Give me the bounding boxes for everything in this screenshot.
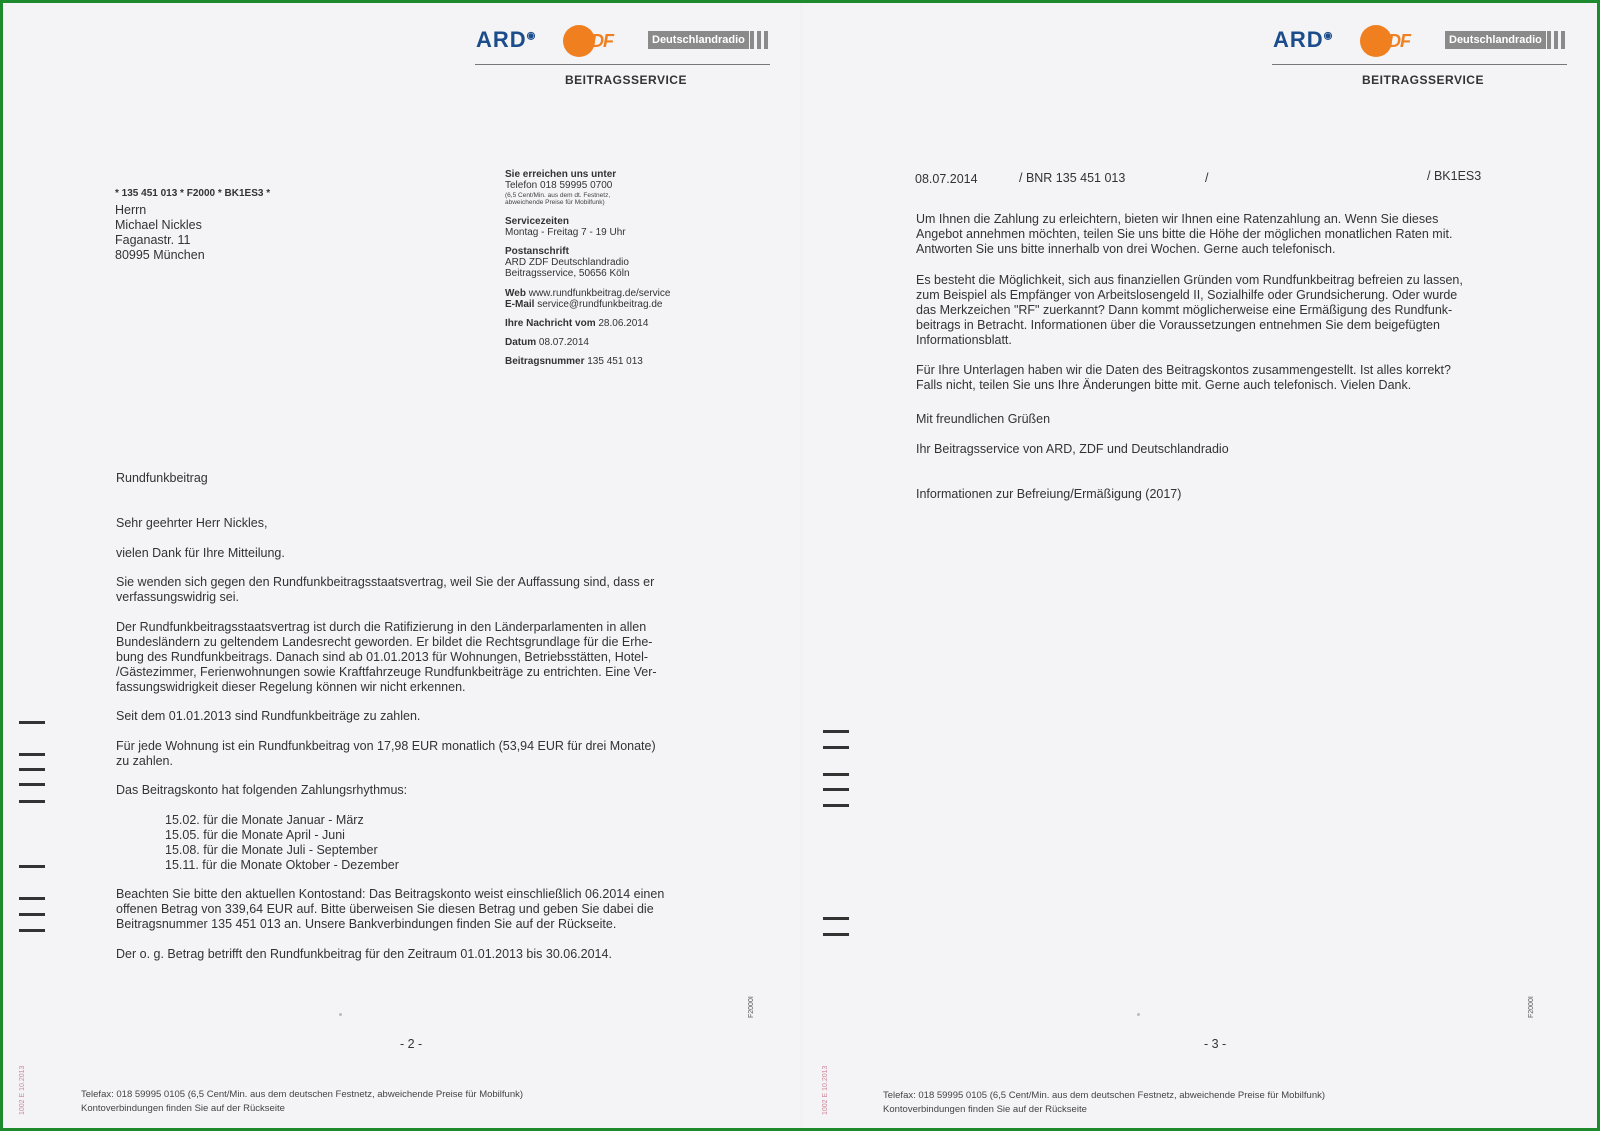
phone: Telefon 018 59995 0700 <box>505 180 613 191</box>
beitragsservice-label: BEITRAGSSERVICE <box>1362 73 1484 87</box>
web-label: Web <box>505 288 526 299</box>
paragraph-8: Der o. g. Betrag betrifft den Rundfunkbeitrag für den Zeitraum 01.01.2013 bis 30.06.2014. <box>116 947 612 961</box>
reference-separator: / <box>1205 171 1209 185</box>
paragraph-3: Der Rundfunkbeitragsstaatsvertrag ist durch die Ratifizierung in den Länderparlamenten in allen Bundesländern zu geltendem Landesrecht geworden. Er bildet die Rechtsgrundlage für die Erhe- bung des Rundfunkbeitrags. Danach sind ab 01.01.2013 für Wohnungen, Betriebsstätten, Hotel- /Gästezimmer, Ferienwohnungen sowie Kraftfahrzeuge Rundfunkbeiträge zu entrichten. Eine Ver- fassungswidrigkeit dieser Regelung können wir nicht erkennen. <box>116 620 657 694</box>
phone-note-1: (6,5 Cent/Min. aus dem dt. Festnetz, <box>505 192 611 199</box>
scan-dot <box>1137 1013 1140 1016</box>
address-city: 80995 München <box>115 248 205 262</box>
web-url: www.rundfunkbeitrag.de/service <box>528 288 671 299</box>
greeting: Sehr geehrter Herr Nickles, <box>116 516 268 530</box>
fold-mark <box>19 721 45 724</box>
zdf-logo-text: ZDF <box>581 31 613 51</box>
fold-mark <box>823 730 849 733</box>
fold-mark <box>19 783 45 786</box>
fold-mark <box>823 788 849 791</box>
fold-mark <box>823 804 849 807</box>
logo-divider <box>475 64 770 65</box>
paragraph-7: Beachten Sie bitte den aktuellen Kontostand: Das Beitragskonto weist einschließlich 06.2014 einen offenen Betrag von 339,64 EUR auf. Bitte überweisen Sie diesen Betrag und geben Sie dabei die Beitragsnummer 135 451 013 an. Unsere Bankverbindungen finden Sie auf der Rückseite. <box>116 887 665 931</box>
fold-mark <box>823 917 849 920</box>
message-date-label: Ihre Nachricht vom <box>505 318 596 329</box>
footer-bank: Kontoverbindungen finden Sie auf der Rückseite <box>883 1104 1087 1115</box>
side-form-code: 1002 E 10.2013 <box>822 1065 829 1115</box>
hours: Montag - Freitag 7 - 19 Uhr <box>505 227 626 238</box>
footer-fax: Telefax: 018 59995 0105 (6,5 Cent/Min. aus dem deutschen Festnetz, abweichende Preise für Mobilfunk) <box>81 1089 524 1100</box>
paragraph-5: Für jede Wohnung ist ein Rundfunkbeitrag von 17,98 EUR monatlich (53,94 EUR für drei Monate) zu zahlen. <box>116 739 656 768</box>
form-code: F2000I <box>1528 996 1535 1018</box>
contribution-number-label: Beitragsnummer <box>505 356 585 367</box>
subject: Rundfunkbeitrag <box>116 471 208 485</box>
header-logos <box>473 25 773 65</box>
message-date-line <box>505 318 648 329</box>
form-code: F2000I <box>748 996 755 1018</box>
paragraph-2: Sie wenden sich gegen den Rundfunkbeitragsstaatsvertrag, weil Sie der Auffassung sind, dass er verfassungswidrig sei. <box>116 575 655 604</box>
date-line <box>505 337 589 348</box>
phone-note-2: abweichende Preise für Mobilfunk) <box>505 199 605 206</box>
letter-page-2 <box>3 3 800 1128</box>
address-street: Faganastr. 11 <box>115 233 191 247</box>
fold-mark <box>823 933 849 936</box>
beitragsservice-label: BEITRAGSSERVICE <box>565 73 687 87</box>
ard-logo: ARD◉ <box>476 27 537 52</box>
fold-mark <box>19 897 45 900</box>
contribution-number-line <box>505 356 643 367</box>
schedule-item: 15.02. für die Monate Januar - März <box>165 813 364 827</box>
deutschlandradio-logo: Deutschlandradio <box>1445 31 1546 49</box>
fold-mark <box>19 768 45 771</box>
date-value: 08.07.2014 <box>538 337 589 348</box>
barcode-line: * 135 451 013 * F2000 * BK1ES3 * <box>115 188 271 199</box>
side-form-code: 1002 E 10.2013 <box>19 1065 26 1115</box>
fold-mark <box>19 800 45 803</box>
closing: Mit freundlichen Grüßen <box>916 412 1051 426</box>
letter-page-3 <box>803 3 1597 1128</box>
zdf-logo <box>563 25 613 57</box>
footer-bank: Kontoverbindungen finden Sie auf der Rückseite <box>81 1103 285 1114</box>
page-number: - 2 - <box>400 1037 423 1051</box>
deutschlandradio-bars-icon <box>1547 31 1567 49</box>
deutschlandradio-logo: Deutschlandradio <box>648 31 749 49</box>
header-logos <box>1270 25 1570 65</box>
web-line <box>505 288 670 299</box>
fold-mark <box>823 773 849 776</box>
date-label: Datum <box>505 337 537 348</box>
scan-dot <box>339 1013 342 1016</box>
document-scan <box>3 3 1597 1128</box>
hours-title: Servicezeiten <box>505 216 569 227</box>
mail-line <box>505 299 662 310</box>
fold-mark <box>19 929 45 932</box>
case-reference: / BK1ES3 <box>1427 169 1482 183</box>
enclosure: Informationen zur Befreiung/Ermäßigung (2017) <box>916 487 1182 501</box>
signature: Ihr Beitragsservice von ARD, ZDF und Deutschlandradio <box>916 442 1229 456</box>
zdf-logo-text: ZDF <box>1378 31 1410 51</box>
reach-title: Sie erreichen uns unter <box>505 169 617 180</box>
schedule-item: 15.08. für die Monate Juli - September <box>165 843 378 857</box>
paragraph-2: Es besteht die Möglichkeit, sich aus finanziellen Gründen vom Rundfunkbeitrag befreien zu lassen, zum Beispiel als Empfänger von Arbeitslosengeld II, Sozialhilfe oder Grundsicherung. Oder wurde das Merkzeichen "RF" zuerkannt? Dann kommt möglicherweise eine Ermäßigung des Rundfunk- beitrags in Betracht. Informationen über die Voraussetzungen entnehmen Sie dem beigefügten Informationsblatt. <box>916 273 1463 347</box>
post-line-1: ARD ZDF Deutschlandradio <box>505 257 629 268</box>
fold-mark <box>19 753 45 756</box>
post-title: Postanschrift <box>505 246 569 257</box>
letter-date: 08.07.2014 <box>915 172 978 186</box>
logo-divider <box>1272 64 1567 65</box>
post-line-2: Beitragsservice, 50656 Köln <box>505 268 630 279</box>
mail-address: service@rundfunkbeitrag.de <box>537 299 663 310</box>
message-date: 28.06.2014 <box>598 318 649 329</box>
fold-mark <box>19 865 45 868</box>
paragraph-1: vielen Dank für Ihre Mitteilung. <box>116 546 285 560</box>
paragraph-3: Für Ihre Unterlagen haben wir die Daten des Beitragskontos zusammengestellt. Ist alles korrekt? Falls nicht, teilen Sie uns Ihre Änderungen bitte mit. Gerne auch telefonisch. Vielen Dank. <box>916 363 1451 392</box>
ard-logo: ARD◉ <box>1273 27 1334 52</box>
fold-mark <box>19 913 45 916</box>
zdf-logo <box>1360 25 1410 57</box>
bnr-reference: / BNR 135 451 013 <box>1019 171 1126 185</box>
schedule-item: 15.11. für die Monate Oktober - Dezember <box>165 858 399 872</box>
deutschlandradio-bars-icon <box>750 31 770 49</box>
fold-mark <box>823 746 849 749</box>
schedule-item: 15.05. für die Monate April - Juni <box>165 828 345 842</box>
paragraph-4: Seit dem 01.01.2013 sind Rundfunkbeiträge zu zahlen. <box>116 709 421 723</box>
mail-label: E-Mail <box>505 299 535 310</box>
footer-fax: Telefax: 018 59995 0105 (6,5 Cent/Min. aus dem deutschen Festnetz, abweichende Preise für Mobilfunk) <box>883 1090 1326 1101</box>
page-number: - 3 - <box>1204 1037 1227 1051</box>
paragraph-1: Um Ihnen die Zahlung zu erleichtern, bieten wir Ihnen eine Ratenzahlung an. Wenn Sie dieses Angebot annehmen möchten, teilen Sie uns bitte die Höhe der möglichen monatlichen Raten mit. Antworten Sie uns bitte innerhalb von drei Wochen. Gerne auch telefonisch. <box>916 212 1453 256</box>
contribution-number: 135 451 013 <box>587 356 643 367</box>
address-name: Michael Nickles <box>115 218 202 232</box>
address-salutation: Herrn <box>115 203 147 217</box>
paragraph-6: Das Beitragskonto hat folgenden Zahlungsrhythmus: <box>116 783 408 797</box>
